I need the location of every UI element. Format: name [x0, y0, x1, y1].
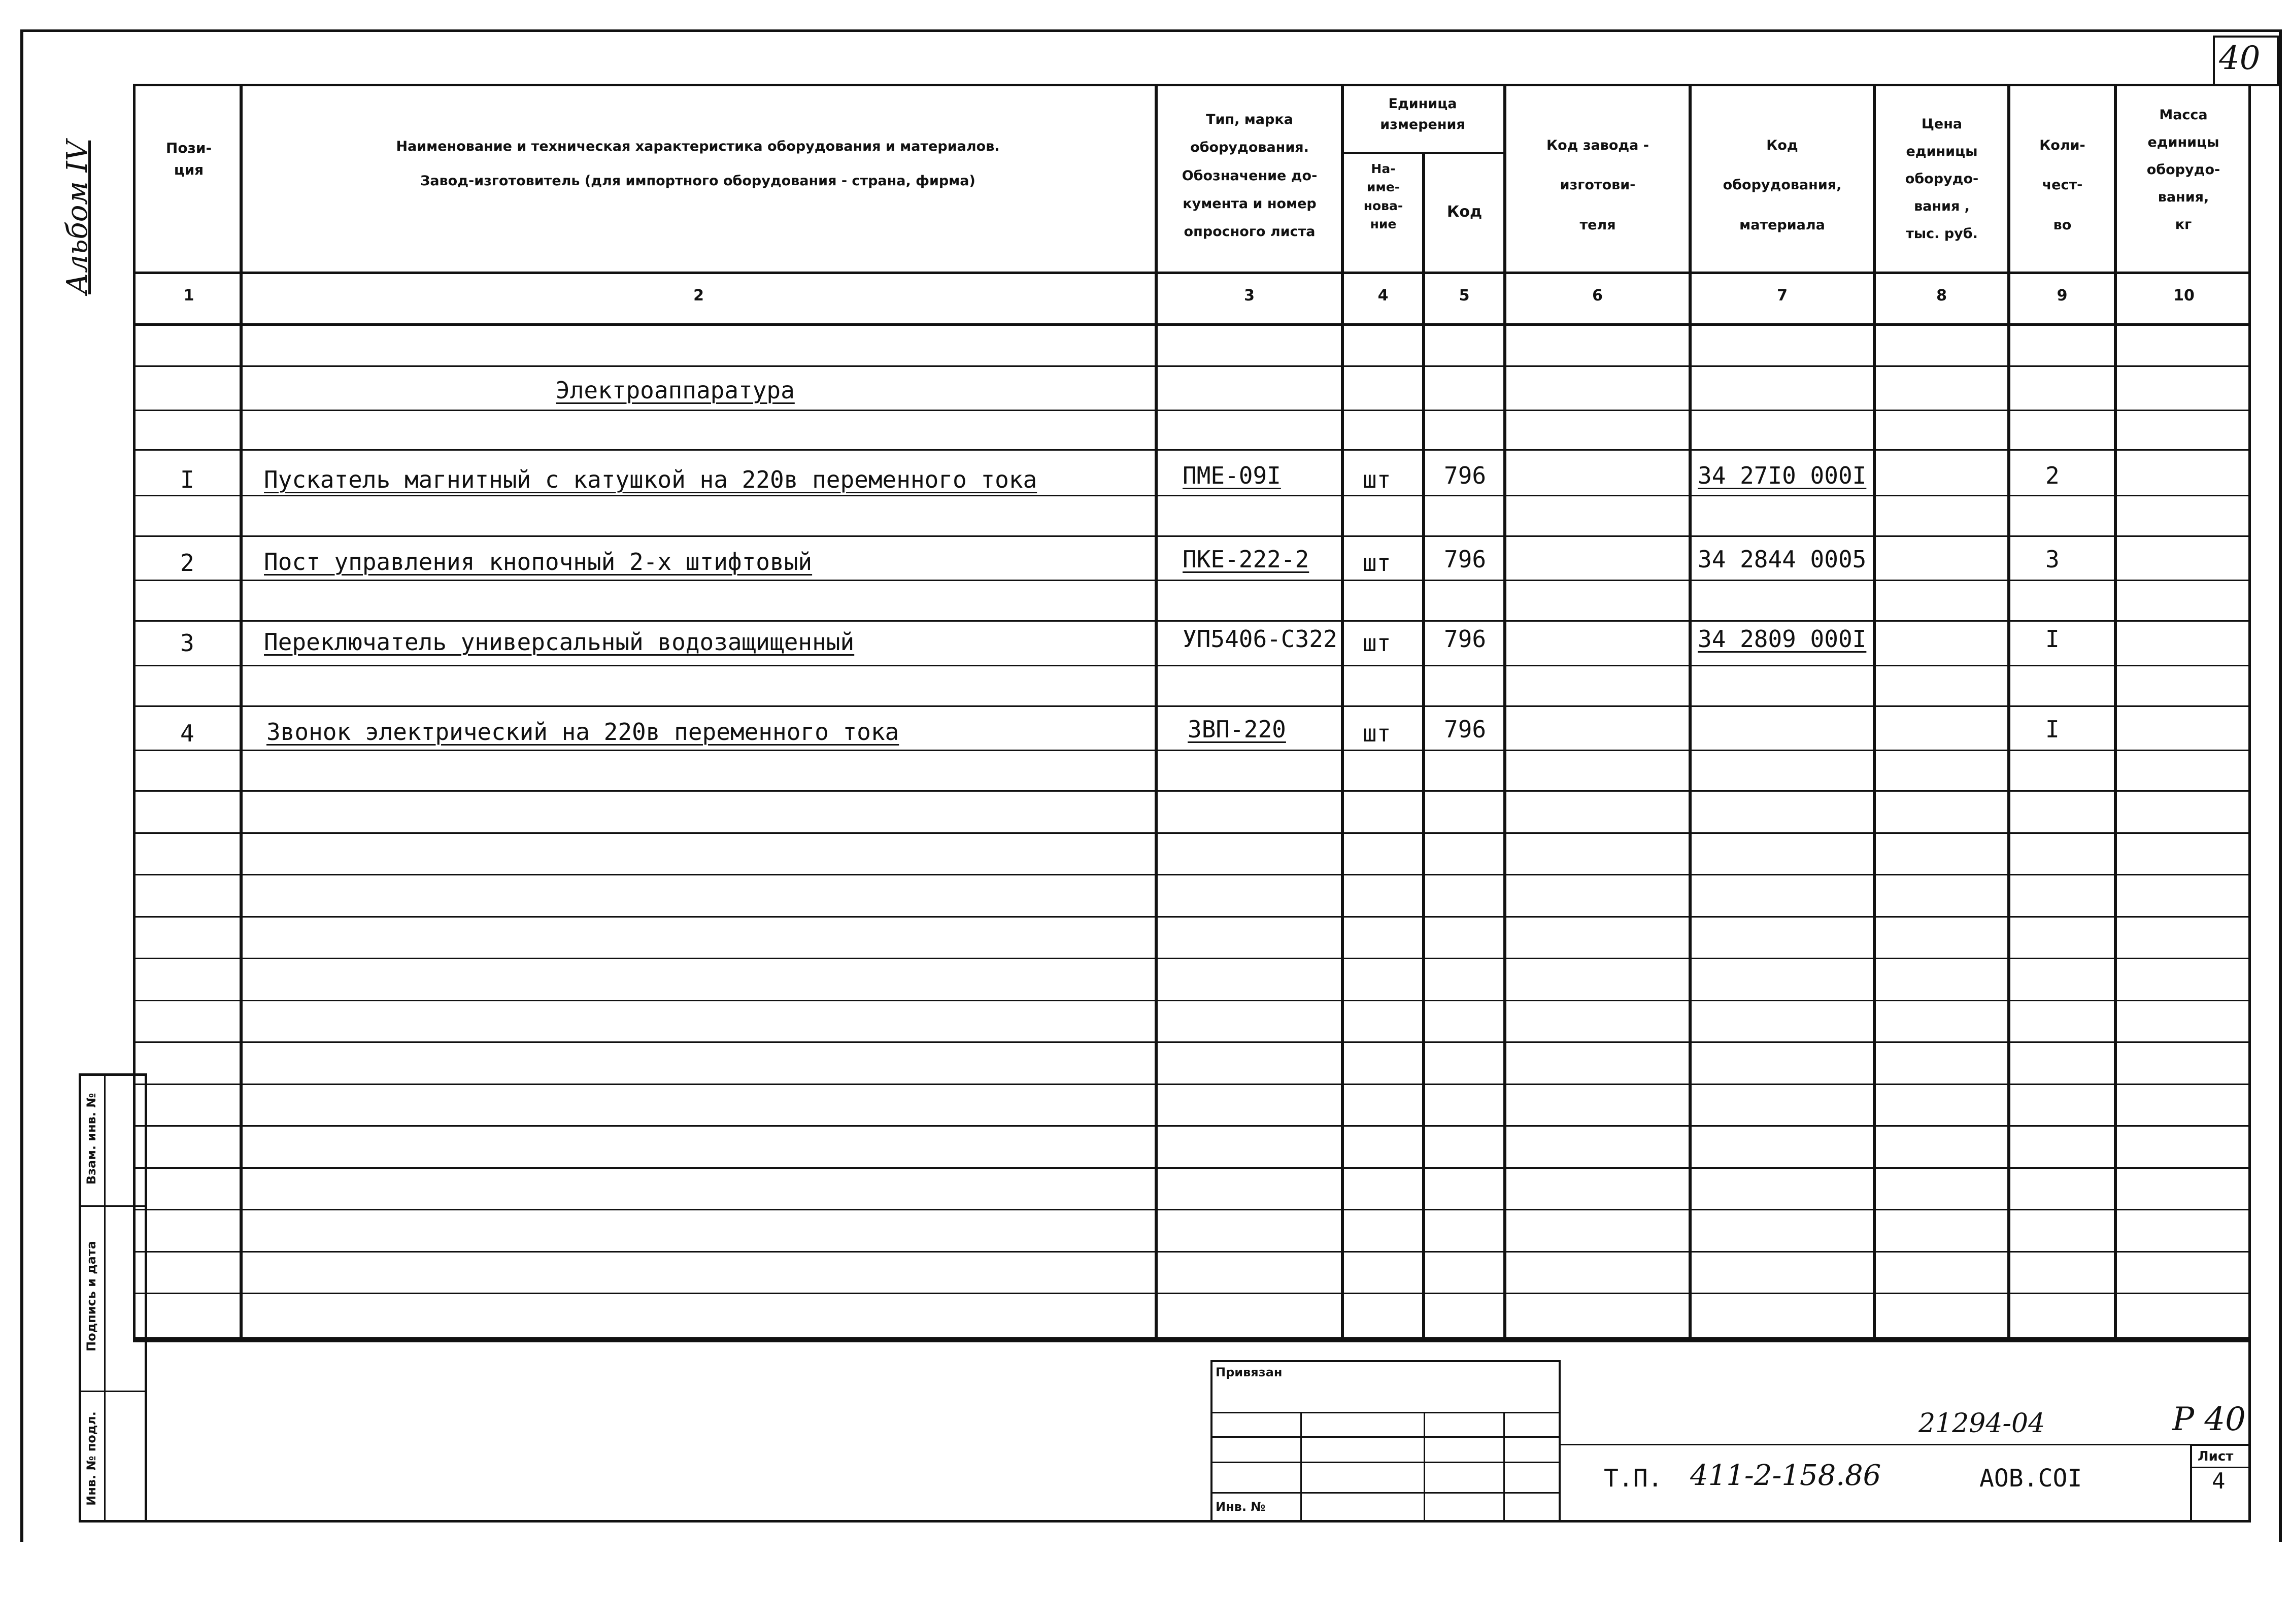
- row-line: [133, 665, 2251, 666]
- header-col1: Пози- ция: [165, 140, 212, 179]
- row3-code: 796: [1444, 625, 1487, 653]
- row-line: [133, 410, 2251, 411]
- row2-equip-code: 34 2844 0005: [1698, 546, 1867, 573]
- privyazan-row4: [1210, 1492, 1561, 1494]
- colnum-8: 8: [1936, 287, 1947, 304]
- header-col4: На- име- нова- ние: [1363, 161, 1403, 231]
- row2-pos: 2: [180, 549, 194, 577]
- col-line-9: [2114, 84, 2117, 1342]
- privyazan-box: [1210, 1360, 1561, 1522]
- album-label: Альбом IV: [61, 140, 94, 294]
- row3-name: Переключатель универсальный водозащищенный: [264, 628, 855, 656]
- row3-qty: I: [2045, 625, 2060, 653]
- privyazan-col3: [1503, 1412, 1505, 1522]
- row3-unit: шт: [1363, 629, 1391, 657]
- doc-code-hand: 411-2-158.86: [1690, 1459, 1881, 1492]
- colnum-3: 3: [1244, 287, 1255, 304]
- col-line-6: [1689, 84, 1692, 1342]
- sheet-label: Лист: [2198, 1449, 2234, 1464]
- privyazan-col1: [1300, 1412, 1302, 1522]
- colnum-4: 4: [1377, 287, 1389, 304]
- colnum-1: 1: [183, 287, 194, 304]
- row-line: [133, 1251, 2251, 1253]
- corner-number: 40: [2219, 40, 2261, 77]
- row1-name: Пускатель магнитный с катушкой на 220в переменного тока: [264, 466, 1037, 493]
- row-line: [133, 832, 2251, 834]
- row4-unit: шт: [1363, 720, 1391, 747]
- row4-name: Звонок электрический на 220в переменного тока: [266, 718, 899, 746]
- row-line: [133, 535, 2251, 537]
- side-stamp-divider: [104, 1073, 106, 1522]
- row-line: [133, 1000, 2251, 1001]
- doc-designation: АОВ.СОI: [1979, 1464, 2082, 1493]
- row3-pos: 3: [180, 629, 194, 657]
- colnum-6: 6: [1592, 287, 1603, 304]
- side-stamp-inv-replace: Взам. инв. №: [84, 1093, 98, 1185]
- header-col2: Наименование и техническая характеристика оборудования и материалов. Завод-изготовитель (для импортного оборудования - страна, фирма): [396, 139, 1000, 189]
- side-stamp-sep2: [79, 1391, 147, 1392]
- header-bottom-line: [133, 272, 2251, 274]
- row-line: [133, 1293, 2251, 1294]
- row-line: [133, 620, 2251, 622]
- section-title: Электроаппаратура: [556, 377, 795, 404]
- colnum-7: 7: [1777, 287, 1788, 304]
- side-stamp-sign-date: Подпись и дата: [84, 1241, 98, 1351]
- privyazan-col2: [1424, 1412, 1425, 1522]
- row1-code: 796: [1444, 462, 1487, 489]
- row1-type: ПМЕ-09I: [1183, 462, 1281, 489]
- row-line: [133, 449, 2251, 451]
- header-unit-group: Единица измерения: [1380, 96, 1465, 132]
- row-line: [133, 874, 2251, 875]
- col-line-4: [1422, 152, 1425, 1342]
- outer-left-border: [20, 29, 23, 1542]
- privyazan-row1: [1210, 1412, 1561, 1413]
- row-line: [133, 1167, 2251, 1169]
- header-col3: Тип, марка оборудования. Обозначение до- кумента и номер опросного листа: [1182, 112, 1318, 240]
- col-line-1: [240, 84, 243, 1342]
- inv-no-label: Инв. №: [1216, 1500, 1266, 1514]
- row-line: [133, 705, 2251, 707]
- row-line: [133, 750, 2251, 751]
- row2-unit: шт: [1363, 549, 1391, 577]
- row-line: [133, 958, 2251, 959]
- row4-type: ЗВП-220: [1188, 716, 1286, 743]
- project-number: 21294-04: [1918, 1408, 2045, 1439]
- header-col7: Код оборудования, материала: [1723, 138, 1842, 233]
- header-col5: Код: [1446, 203, 1483, 221]
- unit-group-divider: [1341, 152, 1503, 154]
- row-line: [133, 1125, 2251, 1127]
- row-line: [133, 365, 2251, 367]
- privyazan-row2: [1210, 1436, 1561, 1438]
- row-line: [133, 495, 2251, 496]
- row2-type: ПКЕ-222-2: [1183, 546, 1309, 573]
- row4-pos: 4: [180, 720, 194, 747]
- side-stamp-sep1: [79, 1205, 147, 1207]
- row1-qty: 2: [2045, 462, 2060, 489]
- col-line-3: [1341, 84, 1344, 1342]
- row-line: [133, 1084, 2251, 1085]
- row2-qty: 3: [2045, 546, 2060, 573]
- privyazan-row3: [1210, 1462, 1561, 1463]
- row3-type: УП5406-С322: [1183, 625, 1337, 653]
- header-col8: Цена единицы оборудо- вания , тыс. руб.: [1905, 116, 1979, 242]
- header-col10: Масса единицы оборудо- вания, кг: [2146, 107, 2220, 232]
- sheet-mark: Р 40: [2172, 1401, 2246, 1438]
- privyazan-label: Привязан: [1216, 1365, 1283, 1379]
- colnum-10: 10: [2173, 287, 2195, 304]
- col-line-8: [2007, 84, 2010, 1342]
- outer-top-border: [20, 29, 2279, 32]
- row-line: [133, 1041, 2251, 1043]
- doc-code-prefix: Т.П.: [1604, 1464, 1663, 1493]
- row-line: [133, 790, 2251, 792]
- colnum-5: 5: [1459, 287, 1470, 304]
- header-col6: Код завода - изготови- теля: [1546, 138, 1649, 233]
- row4-qty: I: [2045, 716, 2060, 743]
- colnum-bottom-line: [133, 323, 2251, 326]
- title-block-separator: [1561, 1444, 2251, 1445]
- row1-unit: шт: [1363, 466, 1391, 493]
- row1-pos: I: [180, 466, 194, 493]
- row3-equip-code: 34 2809 000I: [1698, 625, 1867, 653]
- header-col9: Коли- чест- во: [2039, 138, 2085, 233]
- col-line-2: [1155, 84, 1158, 1342]
- row-line: [133, 1209, 2251, 1210]
- colnum-9: 9: [2057, 287, 2068, 304]
- row-line: [133, 916, 2251, 918]
- col-line-7: [1873, 84, 1876, 1342]
- sheet-number: 4: [2212, 1468, 2226, 1494]
- row1-equip-code: 34 27I0 000I: [1698, 462, 1867, 489]
- col-line-5: [1503, 84, 1506, 1342]
- row4-code: 796: [1444, 716, 1487, 743]
- outer-right-border: [2279, 29, 2282, 1542]
- row-line: [133, 580, 2251, 581]
- row2-code: 796: [1444, 546, 1487, 573]
- colnum-2: 2: [693, 287, 704, 304]
- row2-name: Пост управления кнопочный 2-х штифтовый: [264, 548, 813, 576]
- side-stamp-inv-orig: Инв. № подл.: [84, 1411, 98, 1506]
